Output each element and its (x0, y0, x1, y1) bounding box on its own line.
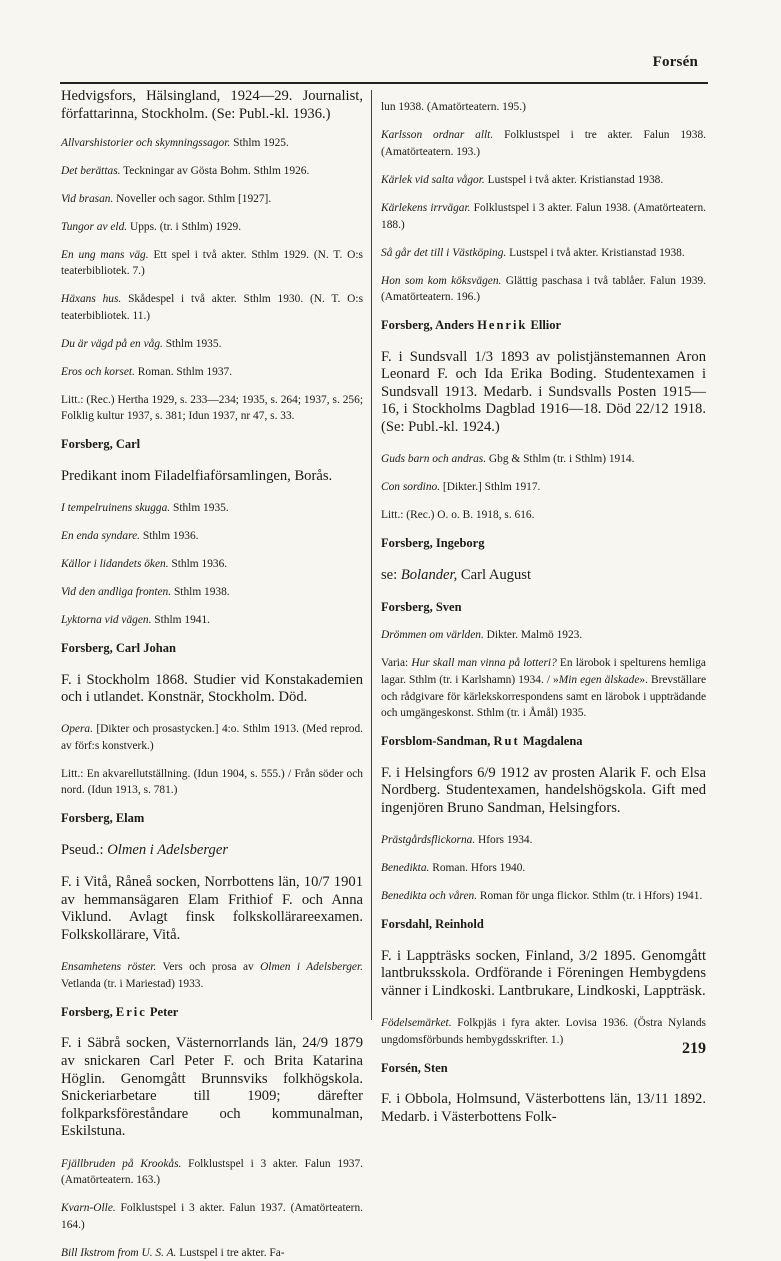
entry-forsen-sten (381, 1060, 706, 1127)
work-item: Vid den andliga fronten. Sthlm 1938. (61, 585, 230, 598)
work-item: Benedikta. Roman. Hfors 1940. (381, 862, 526, 875)
entry-bio: F. i Säbrå socken, Västernorrlands län, 24/9 1879 av snickaren Carl Peter F. och Brita Katarina Höglin. Genomgått Brunnsviks folkhögskola. Snickeriarbetare till 1909; därefter folkparksföreståndare och kommunalman, Eskilstuna. (61, 1035, 363, 1140)
entry-forsblom-sandman (381, 733, 706, 905)
work-item: Kvarn-Olle. Folklustspel i 3 akter. Falun 1937. (Amatörteatern. 164.) (61, 1202, 363, 1231)
entry-forsberg-sven (381, 599, 706, 722)
work-item: Allvarshistorier och skymningssagor. Sthlm 1925. (61, 136, 289, 149)
entry-bio: F. i Obbola, Holmsund, Västerbottens län, 13/11 1892. Medarb. i Västerbottens Folk- (381, 1091, 706, 1125)
work-item: En ung mans väg. Ett spel i två akter. Sthlm 1929. (N. T. O:s teaterbibliotek. 7.) (61, 248, 363, 278)
work-item: Vid brasan. Noveller och sagor. Sthlm [1927]. (61, 192, 272, 205)
entry-bio: F. i Helsingfors 6/9 1912 av prosten Alarik F. och Elsa Nordberg. Studentexamen, handelshögskola. Gift med ingenjören Bruno Sandman, Helsingfors. (381, 764, 706, 816)
entry-heading: Forsberg, Carl Johan (61, 640, 176, 655)
work-item: Ensamhetens röster. Vers och prosa av Olmen i Adelsberger. Vetlanda (tr. i Mariestad) 1933. (61, 961, 363, 990)
entry-forsberg-eric-peter (61, 1004, 363, 1261)
work-item: Kärlek vid salta vågor. Lustspel i två akter. Kristianstad 1938. (381, 173, 664, 186)
work-item: Det berättas. Teckningar av Gösta Bohm. Sthlm 1926. (61, 164, 310, 177)
work-item: Hon som kom köksvägen. Glättig paschasa i två tablåer. Falun 1939. (Amatörteatern. 196.) (381, 274, 706, 304)
work-item: Tungor av eld. Upps. (tr. i Sthlm) 1929. (61, 220, 242, 233)
work-item: Så går det till i Västköping. Lustspel i två akter. Kristianstad 1938. (381, 246, 685, 259)
running-head: Forsén (652, 54, 698, 70)
right-column (381, 88, 706, 1125)
work-item: Con sordino. [Dikter.] Sthlm 1917. (381, 481, 541, 494)
entry-heading: Forsberg, Elam (61, 811, 145, 826)
work-item: Kärlekens irrvägar. Folklustspel i 3 akter. Falun 1938. (Amatörteatern. 188.) (381, 201, 706, 231)
header-rule (60, 82, 708, 84)
work-item: Opera. [Dikter och prosastycken.] 4:o. Sthlm 1913. (Med reprod. av förf:s konstverk.) (61, 723, 363, 752)
entry-bio: F. i Vitå, Råneå socken, Norrbottens län, 10/7 1901 av hemmansägaren Elam Frithiof F. och Anna Viklund. Avlagt finsk folkskollärareexamen. Folkskollärare, Vitå. (61, 874, 363, 944)
work-item: Prästgårdsflickorna. Hfors 1934. (381, 834, 533, 847)
work-item: Eros och korset. Roman. Sthlm 1937. (61, 365, 233, 378)
pseudonym-line: Pseud.: Olmen i Adelsberger (61, 842, 229, 859)
entry-bio: F. i Stockholm 1868. Studier vid Konstakademien och i utlandet. Konstnär, Stockholm. Död. (61, 671, 363, 706)
work-item: Källor i lidandets öken. Sthlm 1936. (61, 557, 228, 570)
entry-bio: Hedvigsfors, Hälsingland, 1924—29. Journalist, författarinna, Stockholm. (Se: Publ.-kl. 1936.) (61, 88, 363, 122)
entry-bio: F. i Lappträsks socken, Finland, 3/2 1895. Genomgått lantbruksskola. Ordförande i Föreningen Hembygdens vänner i Lindkoski. Lantbrukare, Lindkoski, Lappträsk. (381, 947, 706, 999)
entry-forsberg-elam (61, 810, 363, 992)
work-item: Häxans hus. Skådespel i två akter. Sthlm 1930. (N. T. O:s teaterbibliotek. 11.) (61, 293, 364, 322)
work-item: En enda syndare. Sthlm 1936. (61, 529, 199, 542)
entry-forsberg-ingeborg (381, 535, 706, 584)
left-column (61, 88, 364, 1259)
work-item: Karlsson ordnar allt. Folklustspel i tre akter. Falun 1938. (Amatörteatern. 193.) (381, 129, 706, 158)
page-number: 219 (682, 1040, 706, 1057)
work-item: I tempelruinens skugga. Sthlm 1935. (61, 502, 229, 514)
entry-heading: Forsberg, Anders Henrik Ellior (381, 318, 562, 333)
work-item: Bill Ikstrom from U. S. A. Lustspel i tre akter. Fa- (61, 1246, 285, 1259)
work-item: Drömmen om världen. Dikter. Malmö 1923. (381, 629, 583, 642)
entry-forsberg-carl-johan (61, 640, 363, 799)
work-item: Du är vägd på en våg. Sthlm 1935. (61, 337, 222, 350)
see-reference: se: Bolander, Carl August (381, 566, 531, 583)
entry-heading: Forsberg, Sven (381, 599, 462, 614)
entry-heading: Forsblom-Sandman, Rut Magdalena (381, 734, 583, 749)
entry-heading: Forsberg, Ingeborg (381, 536, 485, 551)
entry-forsdahl-reinhold (381, 916, 706, 1048)
work-item: Varia: Hur skall man vinna på lotteri? En lärobok i spelturens hemliga lagar. Sthlm (tr. i Karlshamn) 1934. / »Min egen älskade». Brevställare och rådgivare för kärlekskorrespondens samt en lärobok i uppträdande och umgängeskonst. Sthlm (tr. i Åmål) 1935. (381, 657, 706, 720)
works-list (61, 135, 363, 425)
works-list (381, 99, 706, 305)
entry-forsberg-anders-henrik (381, 317, 706, 524)
work-item: Benedikta och våren. Roman för unga flickor. Sthlm (tr. i Hfors) 1941. (381, 890, 703, 903)
entry-heading: Forsén, Sten (381, 1060, 448, 1075)
entry-heading: Forsberg, Eric Peter (61, 1004, 179, 1019)
entry-forsberg-carl (61, 436, 363, 628)
work-item: Födelsemärket. Folkpjäs i fyra akter. Lovisa 1936. (Östra Nylands ungdomsförbunds hembygdsskrifter. 1.) (381, 1017, 706, 1046)
entry-heading: Forsberg, Carl (61, 437, 141, 452)
column-divider (371, 90, 372, 1020)
entry-bio: Predikant inom Filadelfiaförsamlingen, Borås. (61, 467, 333, 484)
entry-bio: F. i Sundsvall 1/3 1893 av polistjänstemannen Aron Leonard F. och Ida Erika Boding. Studentexamen i Sundsvall 1913. Medarb. i Sundsvalls Posten 1915—16, i Stockholms Dagblad 1916—18. Död 22/12 1918. (Se: Publ.-kl. 1924.) (381, 348, 706, 436)
work-item: Guds barn och andras. Gbg & Sthlm (tr. i Sthlm) 1914. (381, 453, 635, 466)
work-item: Fjällbruden på Krookås. Folklustspel i 3 akter. Falun 1937. (Amatörteatern. 163.) (61, 1157, 363, 1187)
literature-note: Litt.: En akvarellutställning. (Idun 1904, s. 555.) / Från söder och nord. (Idun 1913, s. 781.) (61, 767, 363, 797)
entry-heading: Forsdahl, Reinhold (381, 917, 484, 932)
literature-note: Litt.: (Rec.) O. o. B. 1918, s. 616. (381, 509, 535, 522)
literature-note: Litt.: (Rec.) Hertha 1929, s. 233—234; 1935, s. 264; 1937, s. 256; Folklig kultur 1937, s. 381; Idun 1937, nr 47, s. 33. (61, 393, 363, 423)
work-item: lun 1938. (Amatörteatern. 195.) (381, 101, 526, 114)
work-item: Lyktorna vid vägen. Sthlm 1941. (61, 613, 210, 626)
